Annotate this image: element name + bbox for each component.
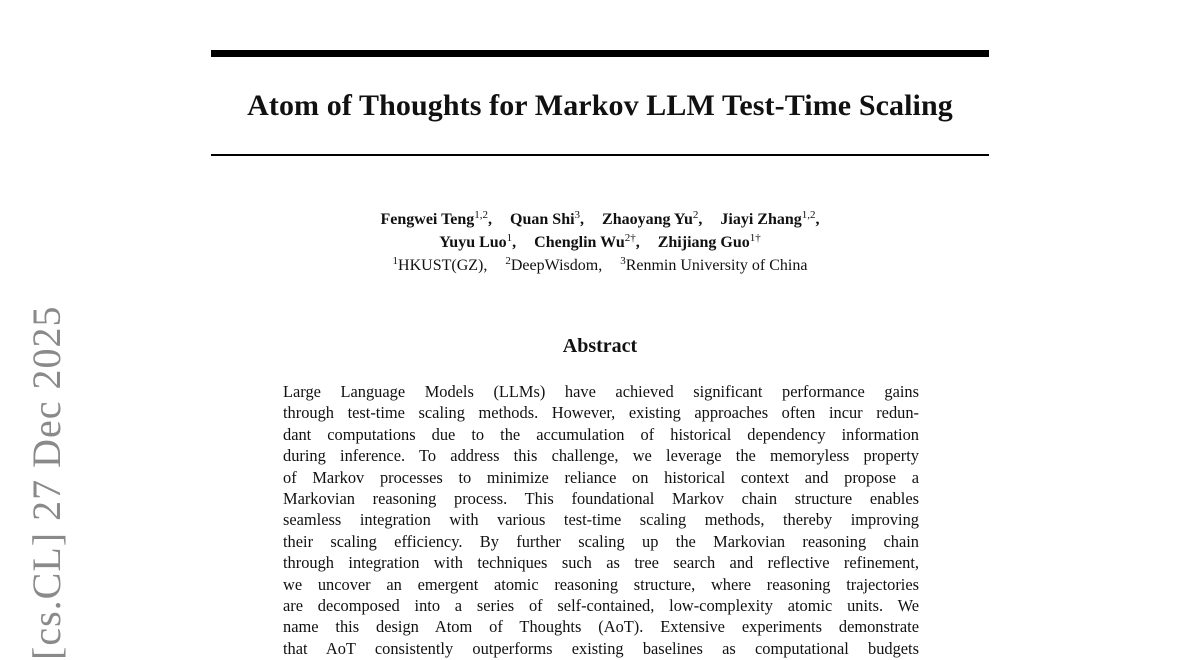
abstract-line: their scaling efficiency. By further scaling up the Markovian reasoning chain <box>283 531 919 551</box>
abstract-line: Markovian reasoning process. This foundational Markov chain structure enables <box>283 489 919 509</box>
affiliation: $^2$DeepWisdom, <box>505 255 603 274</box>
abstract-line: during inference. To address this challenge, we leverage the memoryless property <box>283 446 919 466</box>
abstract-line: of Markov processes to minimize reliance on historical context and propose a <box>283 467 919 487</box>
top-rule <box>211 50 989 57</box>
abstract-line: Large Language Models (LLMs) have achieved significant performance gains <box>283 382 919 401</box>
author: Yuyu Luo$^1$, <box>439 232 517 251</box>
abstract-line: through integration with techniques such as tree search and reflective refinement, <box>283 553 919 573</box>
abstract-line: are decomposed into a series of self-contained, low-complexity atomic units. We <box>283 596 919 616</box>
author: Chenglin $Wu^{2\dagger}$, <box>534 232 640 251</box>
author-line-2 <box>211 231 989 254</box>
arxiv-side-stamp: [cs.CL] 27 Dec 2025 <box>24 305 69 660</box>
abstract-line: dant computations due to the accumulation of historical dependency information <box>283 424 919 444</box>
affiliation: $^1$HKUST(GZ), <box>392 255 488 274</box>
author: Zhaoyang Yu$^2$, <box>602 209 703 228</box>
affiliation-line <box>211 254 989 277</box>
author-line-1 <box>211 208 989 231</box>
abstract-line: seamless integration with various test-time scaling methods, thereby improving <box>283 510 919 530</box>
author: Fengwei Teng$^{1,2}$, <box>380 209 493 228</box>
author: Quan Shi$^3$, <box>510 209 585 228</box>
title-rule <box>211 154 989 156</box>
abstract-body <box>283 381 919 659</box>
abstract-line: that AoT consistently outperforms existing baselines as computational budgets <box>283 638 919 658</box>
author: Jiayi Zhang$^{1,2}$, <box>720 209 820 228</box>
affiliation: $^3$Renmin University of China <box>620 255 808 274</box>
abstract-line: we uncover an emergent atomic reasoning structure, where reasoning trajectories <box>283 574 919 594</box>
paper-title: Atom of Thoughts for Markov LLM Test-Time Scaling <box>247 89 953 122</box>
abstract-line: through test-time scaling methods. However, existing approaches often incur redun- <box>283 403 919 423</box>
abstract-line: name this design Atom of Thoughts (AoT). Extensive experiments demonstrate <box>283 617 919 637</box>
author-block <box>211 208 989 277</box>
author: Zhijiang Guo$^{1\dagger}$ <box>657 232 761 251</box>
abstract-heading: Abstract <box>562 335 638 357</box>
